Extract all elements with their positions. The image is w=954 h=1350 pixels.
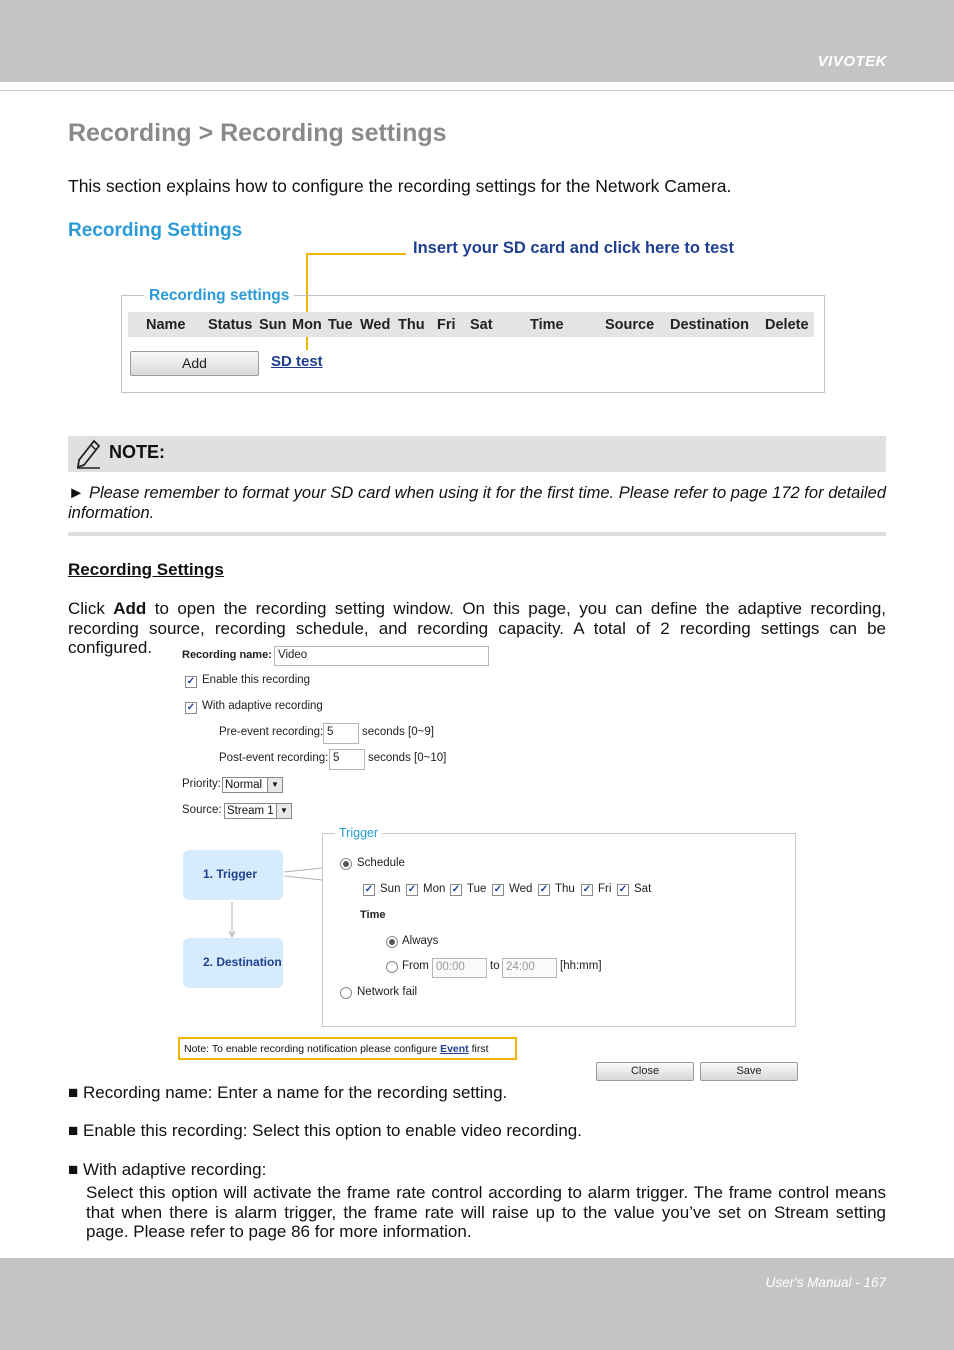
event-note-text: first bbox=[468, 1043, 489, 1055]
page-number: User's Manual - 167 bbox=[765, 1275, 886, 1290]
day-label-mon: Mon bbox=[423, 883, 446, 895]
network-fail-radio[interactable] bbox=[340, 987, 352, 999]
enable-recording-label: Enable this recording bbox=[202, 674, 311, 686]
step-trigger[interactable]: 1. Trigger bbox=[183, 850, 283, 900]
brand-name: VIVOTEK bbox=[817, 53, 887, 70]
source-value: Stream 1 bbox=[227, 805, 274, 817]
column-delete: Delete bbox=[765, 317, 809, 333]
day-label-sun: Sun bbox=[380, 883, 401, 895]
post-event-label: Post-event recording: bbox=[219, 752, 329, 764]
bullet-enable-recording: ■ Enable this recording: Select this option to enable video recording. bbox=[68, 1121, 582, 1140]
day-label-fri: Fri bbox=[598, 883, 612, 895]
from-radio[interactable] bbox=[386, 961, 398, 973]
page-footer bbox=[0, 1258, 954, 1350]
day-checkbox-wed[interactable]: ✓ bbox=[493, 884, 503, 895]
column-sat: Sat bbox=[470, 317, 493, 333]
adaptive-description: Select this option will activate the frame rate control according to alarm trigger. The frame control means that when there is alarm trigger, the frame rate will raise up to the value you’ve set on Stream setting page. Please refer to page 86 for more information. bbox=[86, 1183, 886, 1241]
recording-settings-subheading: Recording Settings bbox=[68, 560, 224, 579]
post-event-unit: seconds [0~10] bbox=[368, 752, 447, 764]
schedule-label: Schedule bbox=[357, 857, 405, 869]
day-checkbox-tue[interactable]: ✓ bbox=[451, 884, 461, 895]
save-button[interactable]: Save bbox=[700, 1062, 798, 1081]
adaptive-recording-label: With adaptive recording bbox=[202, 700, 323, 712]
always-radio[interactable] bbox=[386, 936, 398, 948]
recording-settings-legend: Recording settings bbox=[144, 287, 294, 305]
priority-select[interactable] bbox=[222, 777, 283, 793]
para-text: Click bbox=[68, 599, 114, 618]
callout-line-horizontal bbox=[306, 253, 406, 255]
column-tue: Tue bbox=[328, 317, 353, 333]
column-time: Time bbox=[530, 317, 564, 333]
time-label: Time bbox=[360, 909, 386, 921]
source-label: Source: bbox=[182, 804, 222, 816]
callout-label: Insert your SD card and click here to test bbox=[413, 239, 734, 257]
day-label-wed: Wed bbox=[509, 883, 533, 895]
pencil-icon bbox=[74, 438, 102, 470]
day-checkbox-fri[interactable]: ✓ bbox=[582, 884, 592, 895]
column-fri: Fri bbox=[437, 317, 456, 333]
note-title: NOTE: bbox=[109, 442, 165, 462]
note-bar bbox=[68, 436, 886, 472]
event-note bbox=[178, 1037, 517, 1060]
event-note-text: Note: To enable recording notification please configure bbox=[184, 1043, 441, 1055]
para-bold-add: Add bbox=[113, 599, 147, 618]
para-text: to open the recording setting window. On this page, you can define the adaptive recording, recording source, recording schedule, and recording capacity. A total of 2 recording settings can be configured. bbox=[68, 599, 886, 657]
enable-recording-checkbox[interactable]: ✓ bbox=[186, 676, 196, 687]
priority-label: Priority: bbox=[182, 778, 221, 790]
note-divider bbox=[68, 532, 886, 536]
pre-event-label: Pre-event recording: bbox=[219, 726, 324, 738]
day-label-thu: Thu bbox=[555, 883, 575, 895]
day-label-tue: Tue bbox=[467, 883, 487, 895]
pre-event-input[interactable]: 5 bbox=[323, 723, 359, 744]
bullet-adaptive-recording: ■ With adaptive recording: bbox=[68, 1160, 267, 1179]
day-checkbox-mon[interactable]: ✓ bbox=[407, 884, 417, 895]
event-link[interactable]: Event bbox=[440, 1043, 469, 1055]
step-destination[interactable]: 2. Destination bbox=[183, 938, 283, 988]
column-thu: Thu bbox=[398, 317, 425, 333]
schedule-radio[interactable] bbox=[340, 858, 352, 870]
header-rule bbox=[0, 90, 954, 91]
day-checkbox-thu[interactable]: ✓ bbox=[539, 884, 549, 895]
close-button[interactable]: Close bbox=[596, 1062, 694, 1081]
page-header bbox=[0, 0, 954, 82]
intro-text: This section explains how to configure the recording settings for the Network Camera. bbox=[68, 176, 732, 196]
day-checkbox-sun[interactable]: ✓ bbox=[364, 884, 374, 895]
to-time-input[interactable]: 24:00 bbox=[502, 958, 557, 978]
chevron-down-icon: ▼ bbox=[276, 804, 291, 818]
column-sun: Sun bbox=[259, 317, 287, 333]
source-select[interactable] bbox=[224, 803, 292, 819]
column-destination: Destination bbox=[670, 317, 749, 333]
column-status: Status bbox=[208, 317, 253, 333]
section-heading: Recording Settings bbox=[68, 220, 243, 241]
column-mon: Mon bbox=[292, 317, 322, 333]
pre-event-unit: seconds [0~9] bbox=[362, 726, 434, 738]
sd-test-link[interactable]: SD test bbox=[271, 353, 323, 370]
trigger-legend: Trigger bbox=[335, 826, 382, 840]
adaptive-recording-checkbox[interactable]: ✓ bbox=[186, 702, 196, 713]
column-source: Source bbox=[605, 317, 655, 333]
note-text: ► Please remember to format your SD card when using it for the first time. Please refer to page 172 for detailed information. bbox=[68, 484, 886, 522]
always-label: Always bbox=[402, 935, 439, 947]
recording-name-input[interactable]: Video bbox=[274, 646, 489, 666]
from-label: From bbox=[402, 960, 429, 972]
network-fail-label: Network fail bbox=[357, 986, 418, 998]
chevron-down-icon: ▼ bbox=[267, 778, 282, 792]
recording-settings-panel bbox=[121, 295, 825, 393]
page-title: Recording > Recording settings bbox=[68, 119, 447, 147]
add-button[interactable]: Add bbox=[130, 351, 259, 376]
post-event-input[interactable]: 5 bbox=[329, 749, 365, 770]
step-connectors bbox=[180, 840, 330, 990]
to-label: to bbox=[490, 960, 500, 972]
day-label-sat: Sat bbox=[634, 883, 652, 895]
priority-value: Normal bbox=[225, 779, 263, 791]
from-time-input[interactable]: 00:00 bbox=[432, 958, 487, 978]
column-name: Name bbox=[146, 317, 186, 333]
recording-table-header bbox=[128, 312, 814, 337]
time-format-hint: [hh:mm] bbox=[560, 960, 602, 972]
bullet-recording-name: ■ Recording name: Enter a name for the recording setting. bbox=[68, 1083, 508, 1102]
recording-name-label: Recording name: bbox=[182, 649, 272, 661]
day-checkbox-sat[interactable]: ✓ bbox=[618, 884, 628, 895]
column-wed: Wed bbox=[360, 317, 391, 333]
